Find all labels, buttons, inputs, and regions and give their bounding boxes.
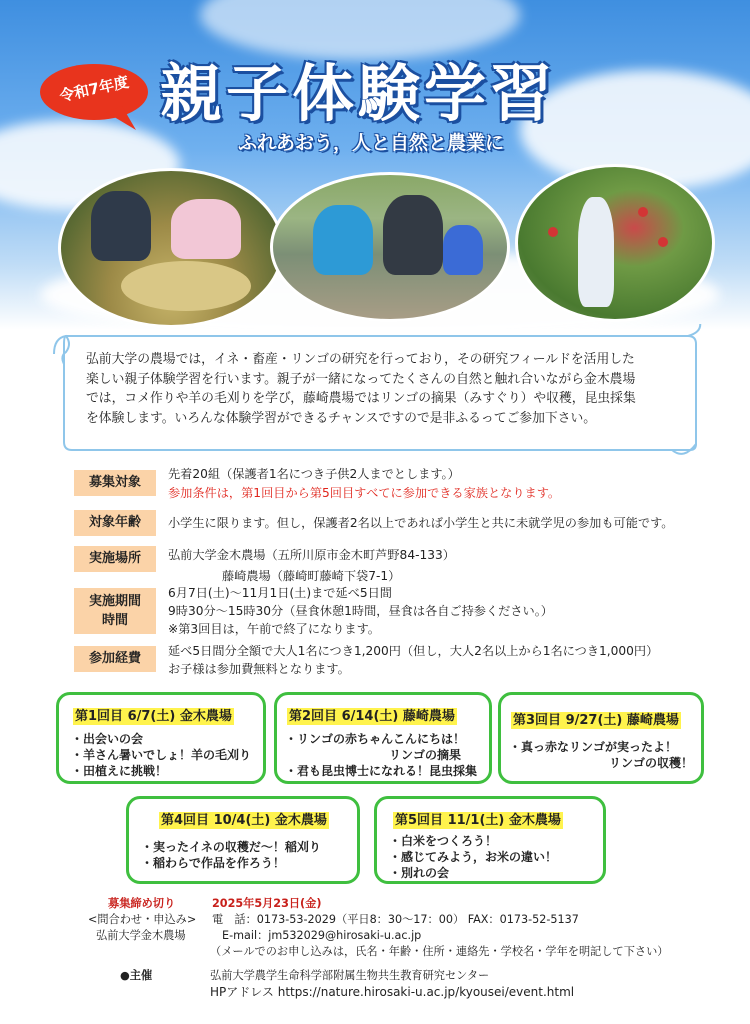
session-card-5 xyxy=(374,796,606,884)
contact-org: 弘前大学金木農場 xyxy=(96,929,186,942)
session-item: ・羊さん暑いでしょ！羊の毛刈り xyxy=(71,748,252,762)
session-item: ・田植えに挑戦！ xyxy=(71,764,168,778)
year-badge xyxy=(36,60,152,132)
session-item: ・君も昆虫博士になれる！昆虫採集 xyxy=(285,764,478,778)
page-title: 親子体験学習 xyxy=(160,57,557,130)
session-title: 第2回目 6/14(土) 藤崎農場 xyxy=(289,709,455,724)
session-item: ・白米をつくろう！ xyxy=(389,834,498,848)
session-title: 第4回目 10/4(土) 金木農場 xyxy=(161,813,327,828)
session-item: ・別れの会 xyxy=(389,866,450,880)
label-place: 実施場所 xyxy=(74,546,156,572)
place-line-2: 藤崎農場（藤崎町藤崎下袋7-1） xyxy=(222,569,401,583)
label-age: 対象年齢 xyxy=(74,510,156,536)
period-line-2: 9時30分～15時30分（昼食休憩1時間，昼食は各自ご持参ください。） xyxy=(168,604,553,618)
session-item: ・稲わらで作品を作ろう！ xyxy=(141,856,285,870)
fee-line-1: 延べ5日間分全額で大人1名につき1,200円（但し，大人2名以上から1名につき1,000円） xyxy=(168,644,659,658)
page-subtitle: ふれあおう，人と自然と農業に xyxy=(238,132,505,154)
session-item: ・真っ赤なリンゴが実ったよ！ xyxy=(509,740,678,754)
intro-line: 弘前大学の農場では，イネ・畜産・リンゴの研究を行っており，その研究フィールドを活用した xyxy=(86,352,635,367)
year-badge-text: 令和7年度 xyxy=(57,72,131,106)
session-item: ・出会いの会 xyxy=(71,732,144,746)
label-fee: 参加経費 xyxy=(74,646,156,672)
header-banner xyxy=(0,0,750,330)
hp-address[interactable]: HPアドレス https://nature.hirosaki-u.ac.jp/kyousei/event.html xyxy=(210,985,575,999)
session-title: 第5回目 11/1(土) 金木農場 xyxy=(395,813,561,828)
recruit-note: 参加条件は，第1回目から第5回目すべてに参加できる家族となります。 xyxy=(168,486,561,500)
place-line-1: 弘前大学金木農場（五所川原市金木町芦野84-133） xyxy=(168,548,455,562)
host-value: 弘前大学農学生命科学部附属生物共生教育研究センター xyxy=(210,969,490,982)
email-note: （メールでのお申し込みは，氏名・年齢・住所・連絡先・学校名・学年を明記して下さい） xyxy=(210,945,669,958)
session-card-2 xyxy=(274,692,492,784)
contact-label: <問合わせ・申込み> xyxy=(88,913,197,926)
intro-line: を体験します。いろんな体験学習ができるチャンスですので是非ふるってご参加下さい。 xyxy=(86,410,597,426)
recruit-text: 先着20組（保護者1名につき子供2人までとします。） xyxy=(168,467,460,481)
period-line-3: ※第3回目は，午前で終了になります。 xyxy=(168,622,380,636)
label-recruit: 募集対象 xyxy=(74,470,156,496)
age-text: 小学生に限ります。但し，保護者2名以上であれば小学生と共に未就学児の参加も可能です。 xyxy=(168,516,674,530)
session-item: ・感じてみよう，お米の違い！ xyxy=(389,850,558,864)
photo-rice-planting xyxy=(270,172,510,322)
session-item: ・実ったイネの収穫だ～！稲刈り xyxy=(141,840,321,854)
session-item: リンゴの摘果 xyxy=(389,748,462,762)
deadline-value: 2025年5月23日(金) xyxy=(212,897,322,910)
session-title: 第3回目 9/27(土) 藤崎農場 xyxy=(513,713,679,728)
photo-sheep-shearing xyxy=(58,168,284,328)
contact-phone: 電 話：0173-53-2029（平日8：30～17：00） FAX：0173-52-5137 xyxy=(212,913,579,926)
intro-line: 楽しい親子体験学習を行います。親子が一緒になってたくさんの自然と触れ合いながら金木農場 xyxy=(86,371,636,387)
label-period-line: 時間 xyxy=(101,613,128,628)
period-line-1: 6月7日(土)～11月1日(土)まで延べ5日間 xyxy=(168,586,392,600)
session-card-1 xyxy=(56,692,266,784)
intro-text xyxy=(86,350,706,428)
session-title: 第1回目 6/7(土) 金木農場 xyxy=(75,709,232,724)
host-label: ●主催 xyxy=(120,969,153,982)
session-item: ・リンゴの赤ちゃんこんにちは！ xyxy=(285,732,466,746)
label-period-line: 実施期間 xyxy=(88,594,141,609)
session-card-3 xyxy=(498,692,704,784)
session-item: リンゴの収穫！ xyxy=(609,756,694,770)
session-card-4 xyxy=(126,796,360,884)
contact-email[interactable] xyxy=(222,928,421,944)
email-link[interactable]: E-mail：jm532029@hirosaki-u.ac.jp xyxy=(222,929,422,942)
fee-line-2: お子様は参加費無料となります。 xyxy=(168,662,350,676)
intro-line: では，コメ作りや羊の毛刈りを学び，藤崎農場ではリンゴの摘果（みすぐり）や収穫，昆虫採集 xyxy=(86,391,636,406)
photo-apple-harvest xyxy=(515,164,715,322)
label-period xyxy=(74,588,156,634)
deadline-label: 募集締め切り xyxy=(108,897,176,910)
